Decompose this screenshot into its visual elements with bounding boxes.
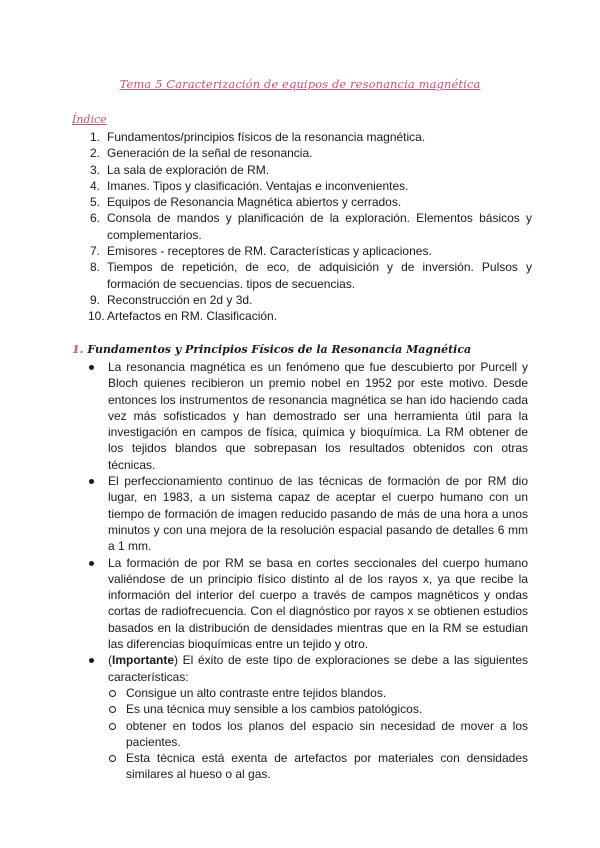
section-title: Fundamentos y Principios Físicos de la Resonancia Magnética	[87, 343, 472, 356]
index-text: Equipos de Resonancia Magnética abiertos y cerrados.	[107, 195, 402, 210]
index-number: 4.	[90, 178, 101, 193]
section-heading	[72, 343, 471, 356]
sub-bullet-item: Consigue un alto contraste entre tejidos blandos.	[108, 685, 528, 701]
index-text: Consola de mandos y planificación de la exploración. Elementos básicos y complementarios.	[107, 211, 532, 242]
index-text: Imanes. Tipos y clasificación. Ventajas e inconvenientes.	[107, 178, 409, 193]
section-bullet-list	[89, 359, 528, 783]
index-list	[72, 129, 532, 325]
index-number: 9.	[90, 292, 101, 307]
index-number: 10.	[88, 309, 105, 324]
index-item	[72, 194, 532, 210]
index-item	[72, 162, 532, 178]
important-text: El éxito de este tipo de exploraciones se debe a las siguientes características:	[108, 653, 528, 684]
index-text: Tiempos de repetición, de eco, de adquisición y de inversión. Pulsos y formación de secuencias. tipos de secuencias.	[107, 260, 532, 291]
index-number: 2.	[90, 146, 101, 161]
paren-close: )	[174, 653, 179, 668]
index-heading: Índice	[72, 113, 107, 126]
index-text: La sala de exploración de RM.	[107, 162, 270, 177]
index-text: Fundamentos/principios físicos de la resonancia magnética.	[107, 130, 426, 144]
index-item	[72, 178, 532, 194]
section-number: 1.	[72, 343, 84, 356]
index-item	[72, 259, 532, 292]
document-title: Tema 5 Caracterización de equipos de resonancia magnética	[119, 77, 481, 91]
bullet-item: El perfeccionamiento continuo de las técnicas de formación de por RM dio lugar, en 1983, a un sistema capaz de aceptar el cuerpo humano con un tiempo de formación de imagen reducido pasando de más de una hora a unos minutos y con una mejora de la resolución espacial pasando de detalles 6 mm a 1 mm.	[89, 473, 528, 554]
important-label: Importante	[112, 653, 175, 668]
bullet-item: La formación de por RM se basa en cortes seccionales del cuerpo humano valiéndose de un principio físico distinto al de los rayos x, ya que recibe la información del interior del cuerpo a través de campos magnéticos y ondas cortas de radiofrecuencia. Con el diagnóstico por rayos x se obtienen estudios basados en la distribución de densidades mientras que en la RM se estudian las diferencias bioquímicas entre un tejido y otro.	[89, 555, 528, 653]
index-number: 8.	[90, 260, 101, 275]
index-number: 7.	[90, 244, 101, 259]
index-number: 5.	[90, 195, 101, 210]
index-item	[72, 210, 532, 243]
index-text: Artefactos en RM. Clasificación.	[107, 309, 278, 324]
index-number: 1.	[90, 130, 101, 144]
index-text: Generación de la señal de resonancia.	[107, 146, 313, 161]
bullet-item: La resonancia magnética es un fenómeno que fue descubierto por Purcell y Bloch quienes recibieron un premio nobel en 1952 por este motivo. Desde entonces los instrumentos de resonancia magnética se han ido haciendo cada vez más sofisticados y han demostrado ser una herramienta útil para la investigación en campos de física, química y bioquímica. La RM obtener de los tejidos blandos que sobrepasan los resultados obtenidos con otras técnicas.	[89, 359, 528, 473]
bullet-item-important	[89, 652, 528, 782]
index-item	[72, 243, 532, 259]
paren-open: (	[108, 653, 112, 668]
sub-bullet-list	[108, 685, 528, 783]
index-item	[72, 129, 532, 145]
index-number: 3.	[90, 162, 101, 177]
index-item	[72, 308, 532, 324]
index-item	[72, 145, 532, 161]
index-text: Reconstrucción en 2d y 3d.	[107, 292, 253, 307]
index-text: Emisores - receptores de RM. Características y aplicaciones.	[107, 244, 432, 259]
sub-bullet-item: obtener en todos los planos del espacio sin necesidad de mover a los pacientes.	[108, 718, 528, 751]
index-item	[72, 292, 532, 308]
sub-bullet-item: Esta técnica está exenta de artefactos por materiales con densidades similares al hueso o al gas.	[108, 750, 528, 783]
sub-bullet-item: Es una técnica muy sensible a los cambios patológicos.	[108, 701, 528, 717]
index-number: 6.	[90, 211, 101, 226]
